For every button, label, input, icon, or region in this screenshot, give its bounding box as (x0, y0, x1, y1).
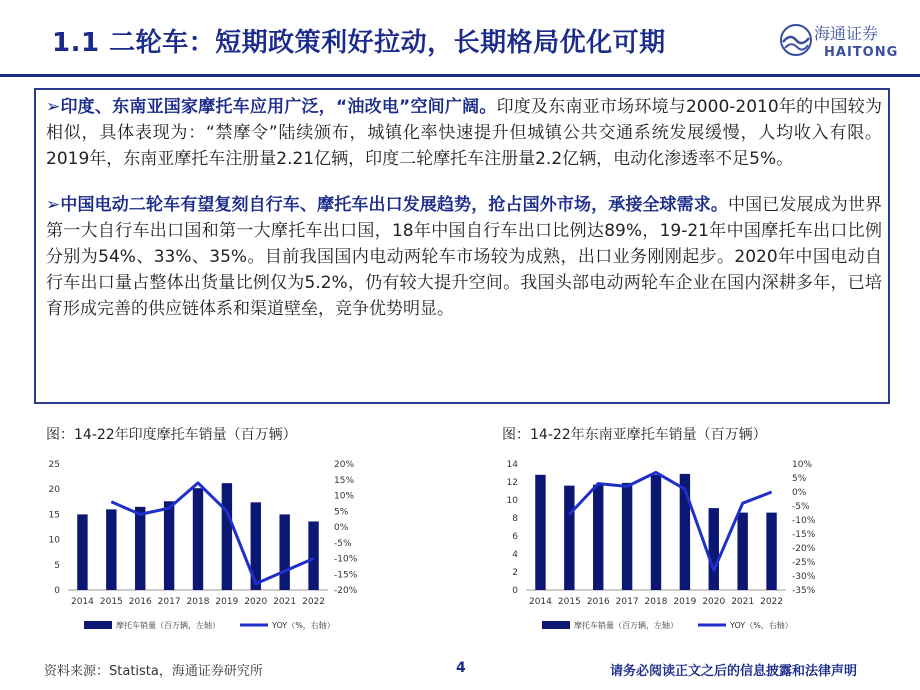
x-tick-label: 2017 (157, 597, 181, 607)
y-right-tick-label: -5% (334, 538, 352, 549)
bar-2017 (164, 501, 174, 590)
bar-2018 (651, 475, 661, 590)
legend-bar-swatch (84, 621, 112, 629)
paragraph-highlight: ➢中国电动二轮车有望复刻自行车、摩托车出口发展趋势，抢占国外市场，承接全球需求。 (46, 194, 729, 215)
x-tick-label: 2016 (128, 597, 152, 607)
x-tick-label: 2017 (615, 597, 639, 607)
paragraph-china-export (46, 192, 882, 323)
bar-2021 (279, 514, 289, 590)
y-left-tick-label: 2 (512, 568, 518, 578)
bar-2015 (564, 486, 574, 590)
y-right-tick-label: 20% (334, 460, 355, 470)
y-left-tick-label: 10 (506, 496, 518, 506)
chart-sea-motorcycle-sales (486, 448, 886, 648)
bar-2015 (106, 509, 116, 590)
y-left-tick-label: 0 (512, 586, 518, 596)
y-right-tick-label: -10% (334, 554, 358, 565)
logo-wave-icon (778, 22, 814, 58)
y-right-tick-label: -10% (792, 516, 816, 526)
y-left-tick-label: 6 (512, 532, 518, 542)
x-tick-label: 2020 (244, 597, 268, 607)
y-right-tick-label: -25% (792, 558, 816, 568)
logo-text-cn: 海通证券 (814, 24, 879, 43)
bar-2018 (193, 488, 203, 590)
y-right-tick-label: 10% (334, 491, 355, 502)
legend-bar-label: 摩托车销量（百万辆，左轴） (116, 621, 220, 630)
y-right-tick-label: 5% (792, 474, 807, 484)
y-left-tick-label: 25 (48, 460, 60, 470)
y-right-tick-label: 10% (792, 460, 813, 470)
x-tick-label: 2014 (70, 597, 94, 607)
x-tick-label: 2018 (186, 597, 210, 607)
x-tick-label: 2020 (702, 597, 726, 607)
y-right-tick-label: -35% (792, 586, 816, 596)
chart-caption-india: 图：14-22年印度摩托车销量（百万辆） (46, 427, 297, 443)
summary-box (34, 88, 890, 404)
x-tick-label: 2022 (760, 597, 784, 607)
y-left-tick-label: 20 (48, 485, 60, 496)
y-left-tick-label: 5 (54, 560, 60, 571)
y-left-tick-label: 12 (506, 478, 518, 488)
y-left-tick-label: 14 (506, 460, 518, 470)
bar-2014 (77, 514, 87, 590)
bar-2016 (593, 485, 603, 590)
y-left-tick-label: 4 (512, 550, 518, 560)
chart-caption-sea: 图：14-22年东南亚摩托车销量（百万辆） (502, 427, 767, 443)
bar-2016 (135, 507, 145, 590)
bar-2021 (737, 513, 747, 590)
title-divider (0, 74, 920, 77)
y-right-tick-label: -15% (334, 570, 358, 581)
legend-line-label: YOY（%，右轴） (730, 621, 793, 630)
x-tick-label: 2022 (302, 597, 326, 607)
paragraph-text: 印度及东南亚市场环境与2000-2010年的中国较为相似，具体表现为：“禁摩令”陆续颁布，城镇化率快速提升但城镇公共交通系统发展缓慢，人均收入有限。2019年，东南亚摩托车注册量2.21亿辆，印度二轮摩托车注册量2.2亿辆，电动化渗透率不足5%。 (46, 97, 882, 170)
x-tick-label: 2021 (731, 597, 755, 607)
logo-text-en: HAITONG (824, 45, 899, 60)
x-tick-label: 2021 (273, 597, 297, 607)
page-number: 4 (456, 660, 466, 676)
y-left-tick-label: 8 (512, 514, 518, 524)
x-tick-label: 2019 (215, 597, 239, 607)
y-right-tick-label: 0% (792, 488, 807, 498)
chart-india-motorcycle-sales (28, 448, 428, 648)
paragraph-text: 中国已发展成为世界第一大自行车出口国和第一大摩托车出口国，18年中国自行车出口比例达89%，19-21年中国摩托车出口比例分别为54%、33%、35%。目前我国国内电动两轮车市场较为成熟，出口业务刚刚起步。2020年中国电动自行车出口量占整体出货量比例仅为5.2%，仍有较大提升空间。我国头部电动两轮车企业在国内深耕多年，已培育形成完善的供应链体系和渠道壁垒，竞争优势明显。 (46, 194, 883, 320)
legend-line-label: YOY（%，右轴） (272, 621, 335, 630)
x-tick-label: 2015 (557, 597, 581, 607)
bar-2019 (222, 483, 232, 590)
legend-bar-swatch (542, 621, 570, 629)
brand-logo (778, 18, 908, 68)
x-tick-label: 2016 (586, 597, 610, 607)
paragraph-india-sea (46, 94, 882, 173)
x-tick-label: 2015 (99, 597, 123, 607)
bar-2022 (766, 513, 776, 590)
y-right-tick-label: -15% (792, 530, 816, 540)
y-right-tick-label: -30% (792, 572, 816, 582)
bar-2017 (622, 483, 632, 590)
x-tick-label: 2014 (528, 597, 552, 607)
bar-2020 (709, 508, 719, 590)
bar-2014 (535, 475, 545, 590)
bar-2022 (308, 521, 318, 590)
y-right-tick-label: -20% (334, 586, 358, 596)
legend-bar-label: 摩托车销量（百万辆，左轴） (574, 621, 678, 630)
disclaimer: 请务必阅读正文之后的信息披露和法律声明 (610, 664, 858, 679)
y-left-tick-label: 0 (54, 586, 60, 596)
paragraph-highlight: ➢印度、东南亚国家摩托车应用广泛，“油改电”空间广阔。 (46, 97, 497, 117)
y-left-tick-label: 10 (48, 535, 60, 546)
y-right-tick-label: 15% (334, 475, 355, 486)
page-title: 1.1 二轮车：短期政策利好拉动，长期格局优化可期 (52, 28, 666, 58)
x-tick-label: 2018 (644, 597, 668, 607)
x-tick-label: 2019 (673, 597, 697, 607)
y-right-tick-label: 0% (334, 523, 349, 533)
source-note: 资料来源：Statista，海通证券研究所 (44, 664, 263, 679)
y-right-tick-label: 5% (334, 507, 349, 518)
y-left-tick-label: 15 (48, 510, 60, 521)
y-right-tick-label: -5% (792, 502, 810, 512)
y-right-tick-label: -20% (792, 544, 816, 554)
